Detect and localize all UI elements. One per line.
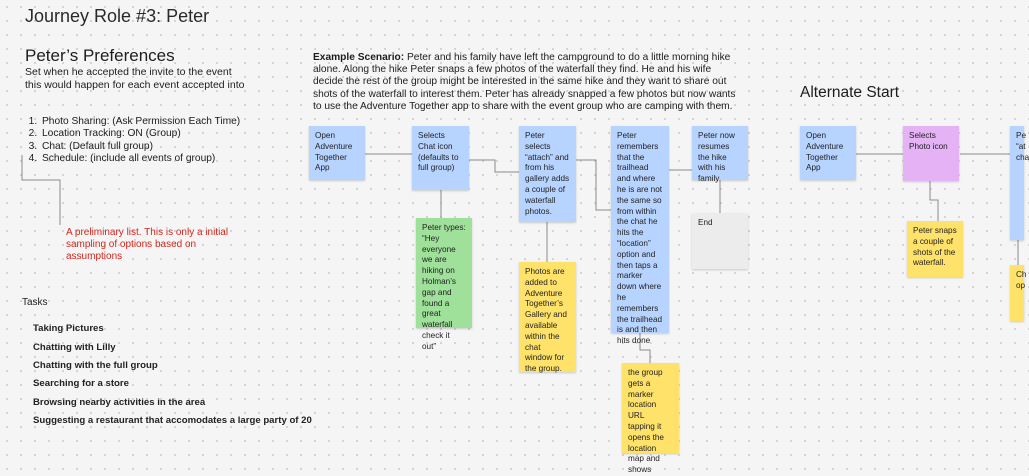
list-item: 2. Location Tracking: ON (Group) [40, 128, 240, 140]
task-item: Browsing nearby activities in the area [33, 397, 206, 408]
sticky-alt-selects-photo[interactable]: Selects Photo icon [903, 126, 959, 181]
flow-connector [469, 160, 519, 172]
preferences-list [24, 116, 240, 166]
tasks-label: Tasks [22, 297, 48, 308]
task-item: Chatting with Lilly [33, 342, 116, 353]
task-item: Chatting with the full group [33, 360, 158, 371]
sticky-group-marker[interactable]: the group gets a marker location URL tapping it opens the location map and shows [622, 363, 679, 453]
sticky-alt-partial-note[interactable]: Ch op [1010, 265, 1024, 321]
sticky-selects-chat[interactable]: Selects Chat icon (defaults to full group) [412, 126, 469, 190]
scenario-label: Example Scenario: [313, 52, 405, 63]
alternate-start-heading: Alternate Start [800, 84, 900, 101]
list-item: 3. Chat: (Default full group) [40, 141, 240, 153]
sticky-peter-types[interactable]: Peter types: “Hey everyone we are hiking on Holman’s gap and found a great waterfall check it out” [416, 218, 472, 328]
preferences-subtitle-line: Set when he accepted the invite to the event [25, 66, 232, 78]
page-title: Journey Role #3: Peter [25, 6, 210, 26]
sticky-alt-partial[interactable]: Pe “at cha [1010, 126, 1024, 240]
sticky-alt-open-app[interactable]: Open Adventure Together App [800, 126, 856, 180]
sticky-location[interactable]: Peter remembers that the trailhead and where he is are not the same so from within the chat he hits the “location” option and then taps a marker down where he remembers the trailhead is and then hits done [611, 126, 669, 333]
sticky-open-app[interactable]: Open Adventure Together App [309, 126, 365, 180]
flow-connector [930, 181, 938, 221]
task-item: Suggesting a restaurant that accomodates a large party of 20 [33, 415, 312, 426]
list-item: 1. Photo Sharing: (Ask Permission Each Time) [40, 116, 240, 128]
preferences-heading: Peter’s Preferences [25, 46, 175, 65]
sticky-attach-photos[interactable]: Peter selects “attach” and from his gallery adds a couple of waterfall photos. [519, 126, 576, 222]
sticky-resumes-hike[interactable]: Peter now resumes the hike with his family [692, 126, 748, 180]
task-item: Searching for a store [33, 378, 129, 389]
sticky-photos-added[interactable]: Photos are added to Adventure Together’s Gallery and available within the chat window for the group. [519, 262, 576, 372]
scenario-text: Peter and his family have left the campground to do a little morning hike alone. Along the hike Peter snaps a few photos of the waterfall they find. He and his wife decide the rest of the group might be interested in the same hike and they want to share out shots of the waterfall to interest them. Peter has already snapped a few photos but now wants to use the Adventure Together app to share with the event group who are camping with them. [313, 52, 736, 112]
example-scenario [313, 52, 743, 113]
list-item: 4. Schedule: (include all events of group) [40, 153, 240, 165]
preferences-subtitle [25, 66, 285, 92]
flow-connector [576, 160, 611, 210]
sticky-end[interactable]: End [692, 213, 748, 269]
preferences-subtitle-line: this would happen for each event accepted into [25, 79, 245, 91]
task-item: Taking Pictures [33, 323, 104, 334]
sticky-alt-snaps[interactable]: Peter snaps a couple of shots of the waterfall. [907, 221, 963, 277]
preliminary-note: A preliminary list. This is only a initial sampling of options based on assumptions [66, 227, 229, 262]
